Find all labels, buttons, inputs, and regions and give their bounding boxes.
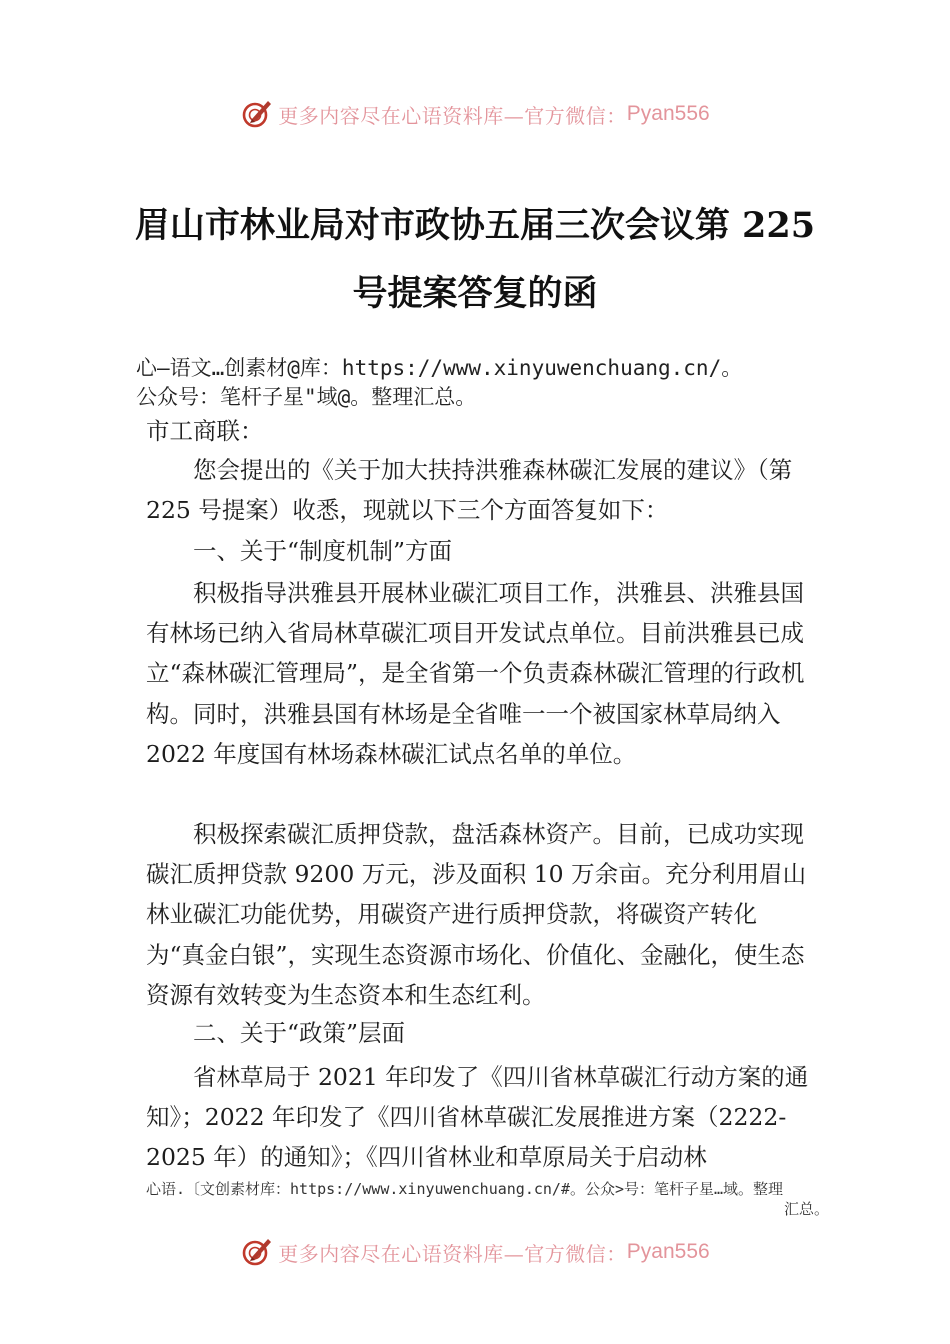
footer-source-note: [146, 1179, 829, 1219]
page-title-line-1: 眉山市林业局对市政协五届三次会议第 225: [134, 205, 816, 246]
paragraph-intro: 您会提出的《关于加大扶持洪雅森林碳汇发展的建议》（第 225 号提案）收悉，现就以下三个方面答复如下：: [146, 456, 793, 525]
pen-circle-logo-icon: [240, 1235, 274, 1269]
watermark-text: 更多内容尽在心语资料库—官方微信：: [278, 1241, 627, 1266]
source-notice-line-2: 公众号：笔杆子星"域@。整理汇总。: [136, 385, 477, 409]
salutation: 市工商联：: [146, 417, 264, 445]
watermark-wechat-id: Pyan556: [626, 102, 710, 125]
footer-note-end: 汇总。: [783, 1200, 829, 1218]
source-notice-line-1: 心—语文…创素材@库：https://www.xinyuwenchuang.cn/。: [136, 356, 743, 380]
watermark-wechat-id: Pyan556: [626, 1240, 710, 1263]
page-title-line-2: 号提案答复的函: [352, 273, 598, 314]
footer-watermark: [0, 1232, 950, 1272]
paragraph-section-2: 省林草局于 2021 年印发了《四川省林草碳汇行动方案的通知》；2022 年印发了《四川省林草碳汇发展推进方案（2222-2025 年）的通知》；《四川省林业和草原局关于启动林: [146, 1063, 809, 1172]
pen-circle-logo-icon: [240, 97, 274, 131]
header-watermark: [0, 94, 950, 134]
paragraph-section-1a: 积极指导洪雅县开展林业碳汇项目工作，洪雅县、洪雅县国有林场已纳入省局林草碳汇项目开发试点单位。目前洪雅县已成立“森林碳汇管理局”，是全省第一个负责森林碳汇管理的行政机构。同时，洪雅县国有林场是全省唯一一个被国家林草局纳入 2022 年度国有林场森林碳汇试点名单的单位。: [146, 579, 805, 768]
footer-note-text: 心语.〔文创素材库：https://www.xinyuwenchuang.cn/#。公众>号：笔杆子星…域。整理: [146, 1180, 784, 1198]
section-heading-1: 一、关于“制度机制”方面: [193, 537, 453, 565]
watermark-text: 更多内容尽在心语资料库—官方微信：: [278, 103, 627, 128]
section-heading-2: 二、关于“政策”层面: [193, 1019, 406, 1047]
paragraph-section-1b: 积极探索碳汇质押贷款，盘活森林资产。目前，已成功实现碳汇质押贷款 9200 万元，涉及面积 10 万余亩。充分利用眉山林业碳汇功能优势，用碳资产进行质押贷款，将碳资产转化为“真金白银”，实现生态资源市场化、价值化、金融化，使生态资源有效转变为生态资本和生态红利。: [146, 820, 807, 1009]
